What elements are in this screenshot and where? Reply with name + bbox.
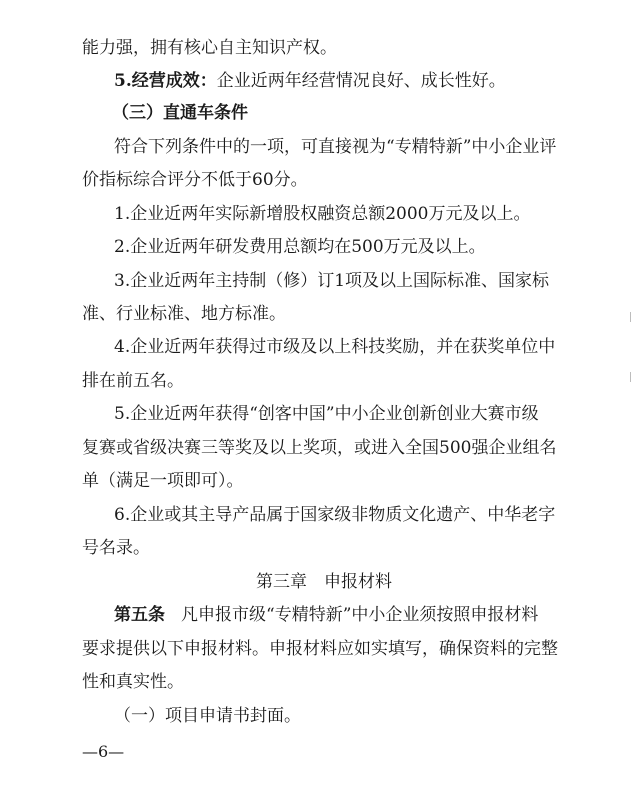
scan-mark xyxy=(630,372,631,382)
paragraph-line: 能力强，拥有核心自主知识产权。 xyxy=(82,38,337,58)
paragraph-line: 6.企业或其主导产品属于国家级非物质文化遗产、中华老字 xyxy=(114,505,556,525)
section-heading: （三）直通车条件 xyxy=(112,103,248,123)
paragraph-line xyxy=(114,604,538,626)
paragraph-line: （一）项目申请书封面。 xyxy=(114,706,301,726)
paragraph-line: 单（满足一项即可）。 xyxy=(82,471,244,491)
paragraph-line: 1.企业近两年实际新增股权融资总额2000万元及以上。 xyxy=(114,204,531,224)
paragraph-line: 4.企业近两年获得过市级及以上科技奖励，并在获奖单位中 xyxy=(114,337,556,357)
scan-mark xyxy=(630,312,631,322)
page-number: —6— xyxy=(82,742,125,761)
paragraph-line: 3.企业近两年主持制（修）订1项及以上国际标准、国家标 xyxy=(114,271,550,291)
article-text: 凡申报市级“专精特新”中小企业须按照申报材料 xyxy=(181,605,539,625)
paragraph-line: 复赛或省级决赛三等奖及以上奖项，或进入全国500强企业组名 xyxy=(82,438,557,458)
item-label: 5.经营成效： xyxy=(114,71,217,91)
paragraph-line: 符合下列条件中的一项，可直接视为“专精特新”中小企业评 xyxy=(114,137,557,157)
paragraph-line: 价指标综合评分不低于60分。 xyxy=(82,170,308,190)
paragraph-line: 性和真实性。 xyxy=(82,672,184,692)
article-label: 第五条 xyxy=(114,605,165,625)
item-text: 企业近两年经营情况良好、成长性好。 xyxy=(216,71,506,91)
chapter-title: 第三章 申报材料 xyxy=(256,572,392,592)
paragraph-line: 2.企业近两年研发费用总额均在500万元及以上。 xyxy=(114,237,486,257)
paragraph-line: 准、行业标准、地方标准。 xyxy=(82,304,286,324)
paragraph-line xyxy=(114,70,506,92)
paragraph-line: 排在前五名。 xyxy=(82,371,184,391)
paragraph-line: 5.企业近两年获得“创客中国”中小企业创新创业大赛市级 xyxy=(114,404,539,424)
paragraph-line: 号名录。 xyxy=(82,538,150,558)
paragraph-line: 要求提供以下申报材料。申报材料应如实填写，确保资料的完整 xyxy=(82,639,558,659)
